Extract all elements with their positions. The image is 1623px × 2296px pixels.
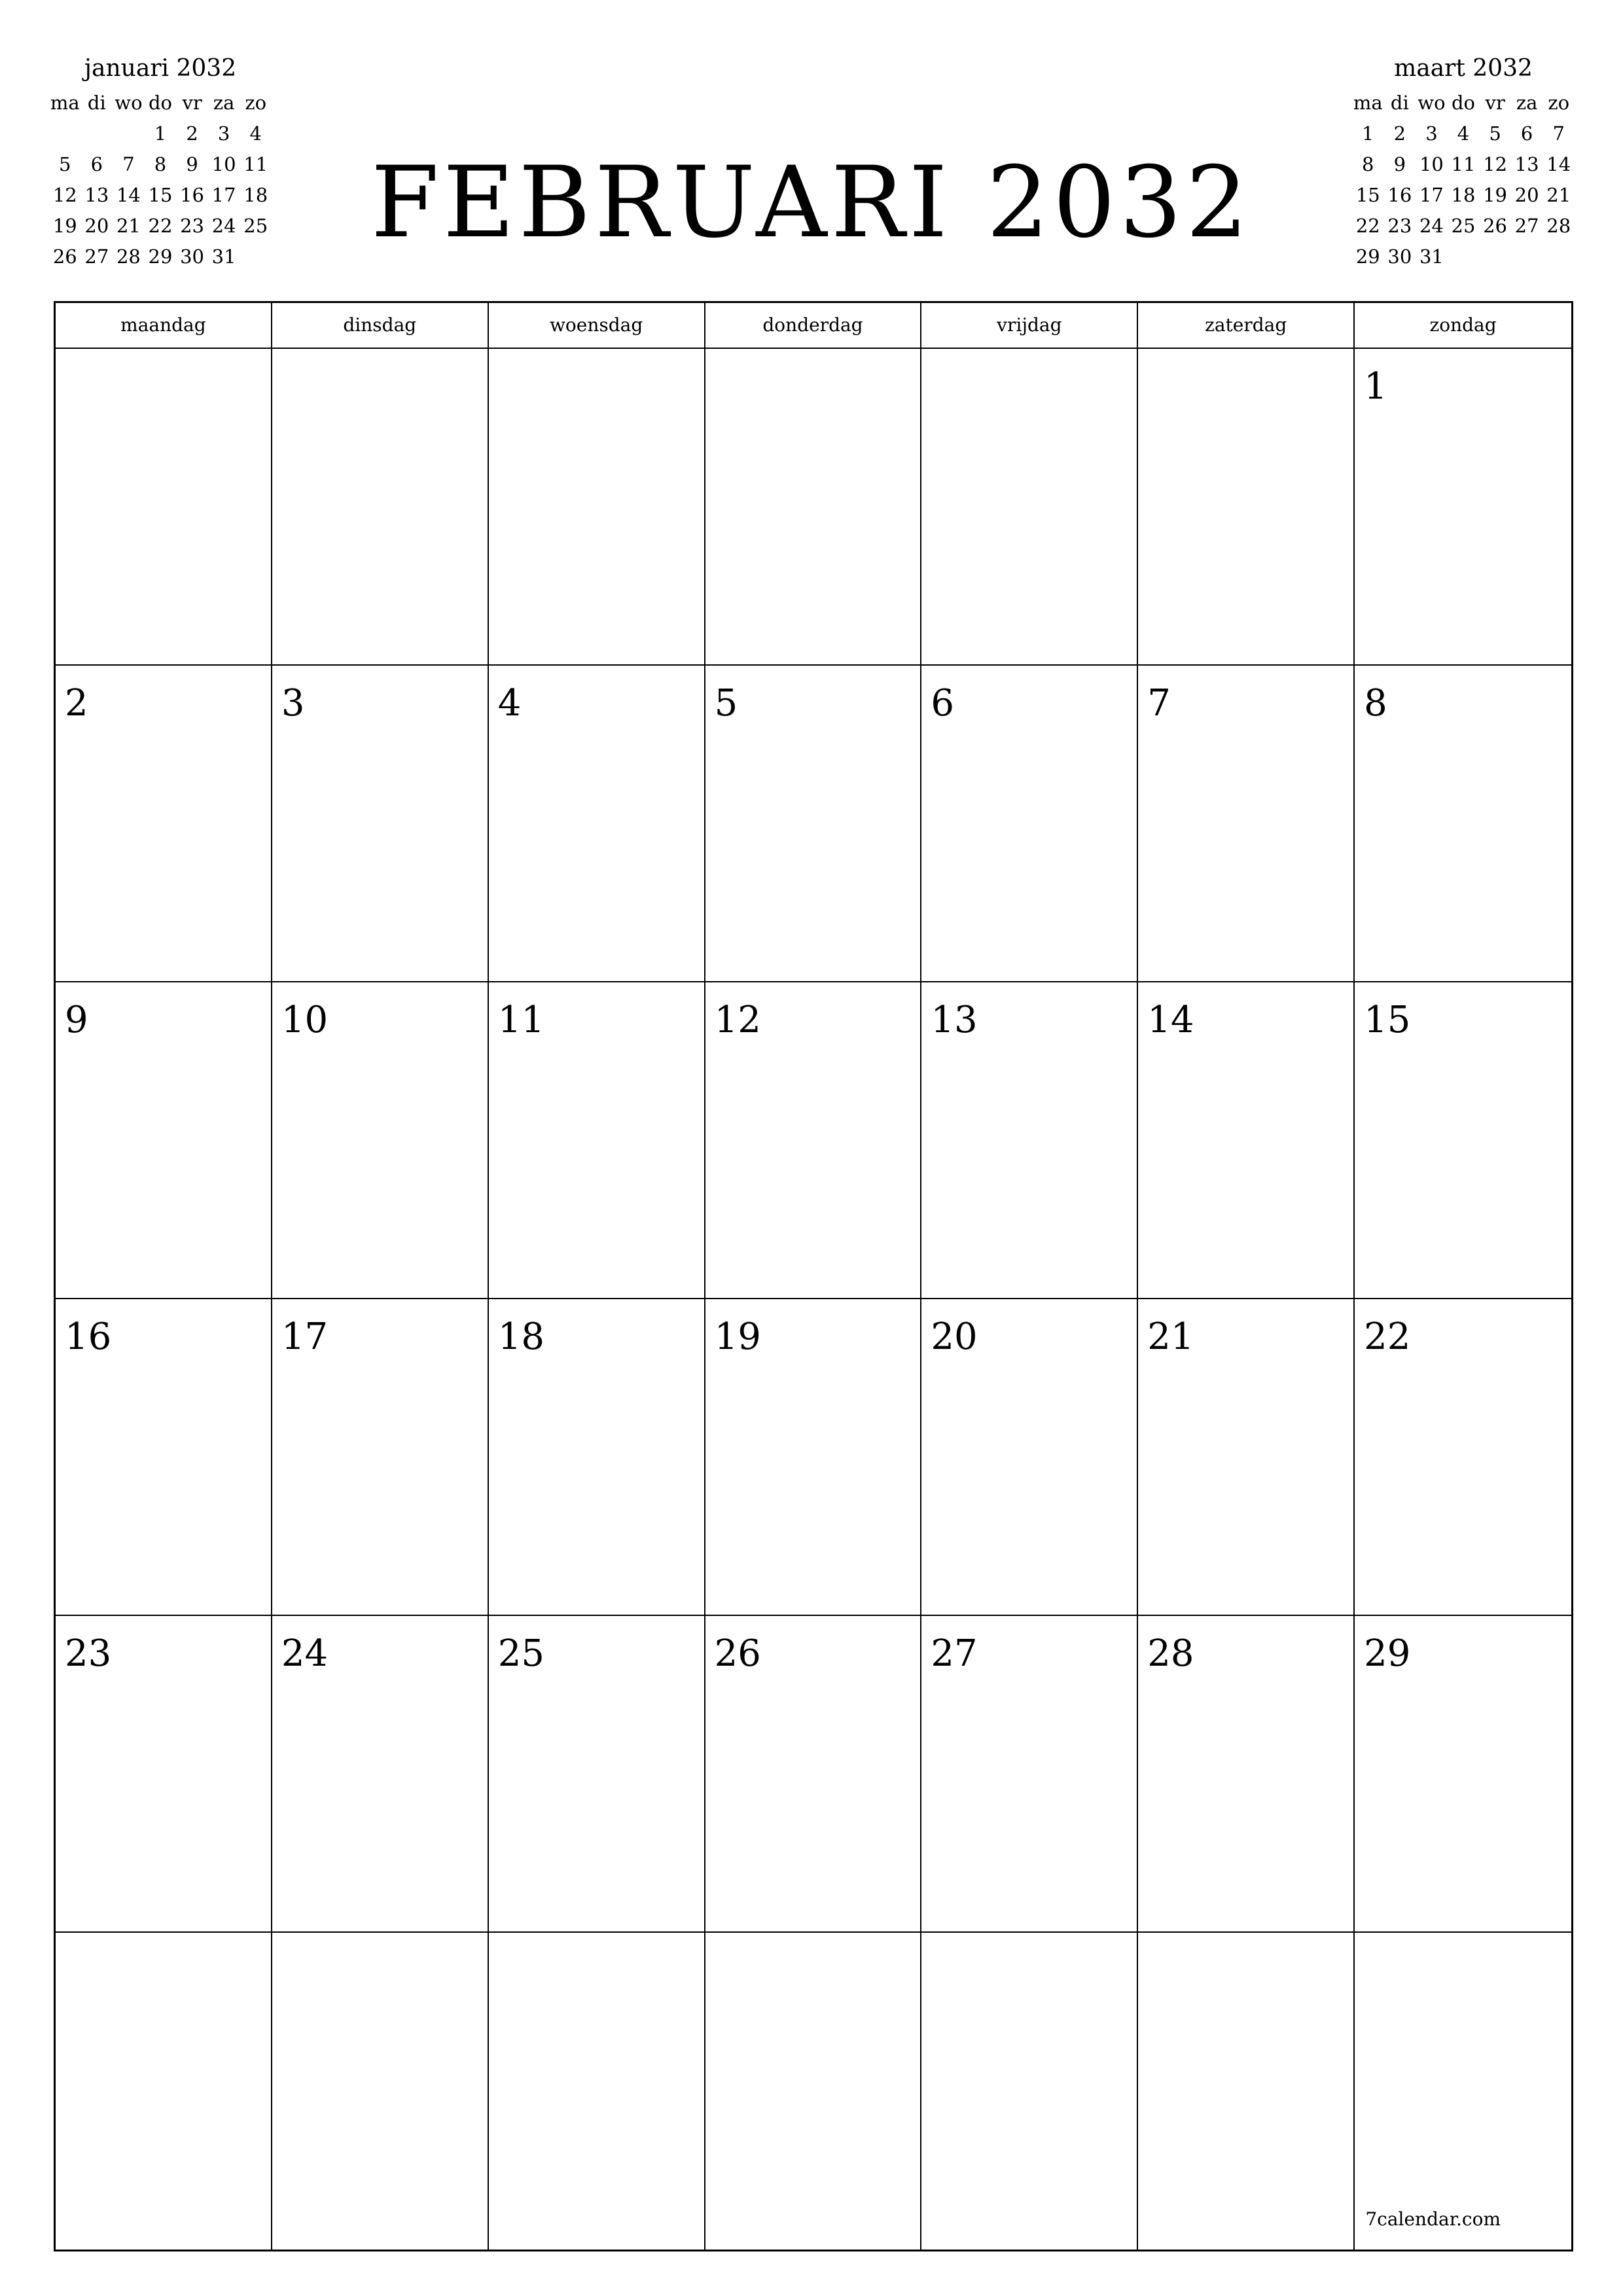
- day-number: 4: [497, 682, 522, 725]
- day-number: 8: [1364, 682, 1387, 725]
- mini-day: 19: [52, 215, 77, 237]
- mini-weekday-label: zo: [1548, 92, 1570, 114]
- mini-day: 28: [1546, 215, 1571, 237]
- mini-day: 30: [180, 245, 205, 268]
- day-number: 21: [1147, 1316, 1194, 1358]
- mini-day: 18: [1451, 184, 1476, 206]
- page-title: FEBRUARI 2032: [370, 146, 1253, 260]
- mini-day: 9: [186, 153, 198, 175]
- day-cell[interactable]: [921, 1299, 1138, 1616]
- mini-day: 4: [1457, 122, 1470, 145]
- day-number: 28: [1147, 1632, 1194, 1675]
- day-cell[interactable]: [921, 666, 1138, 982]
- next-month-mini-calendar: [1352, 52, 1575, 272]
- day-cell[interactable]: [1355, 1933, 1571, 2250]
- day-number: 14: [1147, 999, 1194, 1041]
- day-cell[interactable]: [272, 1299, 489, 1616]
- mini-day: 5: [1489, 122, 1501, 145]
- mini-weekday-label: di: [1390, 92, 1409, 114]
- day-cell[interactable]: [272, 666, 489, 982]
- day-cell[interactable]: [56, 982, 272, 1299]
- day-number: 1: [1364, 365, 1387, 408]
- mini-weekday-label: vr: [182, 92, 202, 114]
- mini-day: 16: [1387, 184, 1412, 206]
- weekday-header: dinsdag: [272, 303, 489, 349]
- mini-day: 22: [148, 215, 173, 237]
- mini-day: 29: [148, 245, 173, 268]
- mini-day: 21: [116, 215, 141, 237]
- day-cell[interactable]: [705, 1616, 922, 1933]
- day-cell[interactable]: [1138, 1299, 1355, 1616]
- mini-day: 23: [1387, 215, 1412, 237]
- mini-day: [1543, 242, 1575, 272]
- mini-day: 2: [1393, 122, 1406, 145]
- mini-day: 27: [84, 245, 109, 268]
- day-cell[interactable]: [1138, 666, 1355, 982]
- day-number: 5: [714, 682, 738, 725]
- day-number: 7: [1147, 682, 1171, 725]
- weekday-header: woensdag: [489, 303, 705, 349]
- mini-day: 14: [1546, 153, 1571, 175]
- mini-day: 19: [1483, 184, 1508, 206]
- mini-day: 11: [243, 153, 268, 175]
- day-cell[interactable]: [1355, 1616, 1571, 1933]
- day-cell[interactable]: [56, 1616, 272, 1933]
- day-cell[interactable]: [921, 349, 1138, 666]
- mini-day: 15: [1355, 184, 1380, 206]
- day-number: 27: [931, 1632, 978, 1675]
- mini-day: 25: [243, 215, 268, 237]
- day-number: 6: [931, 682, 955, 725]
- mini-day: 13: [84, 184, 109, 206]
- day-cell[interactable]: [1355, 349, 1571, 666]
- mini-day: [1479, 242, 1511, 272]
- day-number: 20: [931, 1316, 978, 1358]
- mini-weekday-label: vr: [1485, 92, 1505, 114]
- day-cell[interactable]: [1355, 1299, 1571, 1616]
- mini-day: 16: [180, 184, 205, 206]
- mini-weekday-label: do: [148, 92, 172, 114]
- mini-day: 15: [148, 184, 173, 206]
- day-cell[interactable]: [921, 1616, 1138, 1933]
- next-month-title: maart 2032: [1394, 55, 1533, 82]
- mini-day: 8: [1362, 153, 1374, 175]
- day-cell[interactable]: [272, 982, 489, 1299]
- mini-day: 22: [1355, 215, 1380, 237]
- day-cell[interactable]: [489, 982, 705, 1299]
- day-cell[interactable]: [705, 982, 922, 1299]
- day-cell[interactable]: [489, 1933, 705, 2250]
- mini-day: 27: [1514, 215, 1539, 237]
- mini-day: 11: [1451, 153, 1476, 175]
- mini-weekday-label: za: [1516, 92, 1538, 114]
- day-number: 3: [281, 682, 305, 725]
- mini-day: 6: [90, 153, 103, 175]
- mini-day: 17: [1419, 184, 1444, 206]
- day-number: 13: [931, 999, 978, 1041]
- mini-day: 25: [1451, 215, 1476, 237]
- day-cell[interactable]: [1355, 982, 1571, 1299]
- day-cell[interactable]: [489, 666, 705, 982]
- mini-day: 30: [1387, 245, 1412, 268]
- mini-weekday-label: di: [87, 92, 106, 114]
- day-number: 9: [65, 999, 88, 1041]
- mini-day: 17: [211, 184, 236, 206]
- day-cell[interactable]: [489, 1616, 705, 1933]
- day-cell[interactable]: [56, 1299, 272, 1616]
- day-number: 2: [65, 682, 88, 725]
- mini-day: 26: [1483, 215, 1508, 237]
- mini-day: 13: [1514, 153, 1539, 175]
- mini-day: 26: [52, 245, 77, 268]
- mini-day: 7: [122, 153, 135, 175]
- next-month-grid: [1352, 88, 1575, 272]
- day-number: 26: [714, 1632, 761, 1675]
- mini-weekday-label: ma: [50, 92, 80, 114]
- day-cell[interactable]: [272, 1616, 489, 1933]
- mini-day: 10: [1419, 153, 1444, 175]
- day-number: 24: [281, 1632, 329, 1675]
- day-number: 11: [497, 999, 544, 1041]
- mini-day: 10: [211, 153, 236, 175]
- mini-day: 7: [1552, 122, 1565, 145]
- mini-day: 12: [52, 184, 77, 206]
- mini-day: 9: [1393, 153, 1406, 175]
- mini-day: 29: [1355, 245, 1380, 268]
- day-cell[interactable]: [272, 349, 489, 666]
- day-number: 10: [281, 999, 329, 1041]
- day-number: 12: [714, 999, 761, 1041]
- watermark: 7calendar.com: [1365, 2208, 1501, 2230]
- day-number: 19: [714, 1316, 761, 1358]
- mini-day: 1: [154, 122, 167, 145]
- day-cell[interactable]: [705, 349, 922, 666]
- day-number: 17: [281, 1316, 329, 1358]
- day-cell[interactable]: [1138, 349, 1355, 666]
- mini-day: 24: [1419, 215, 1444, 237]
- mini-weekday-label: wo: [1418, 92, 1446, 114]
- day-number: 29: [1364, 1632, 1411, 1675]
- day-cell[interactable]: [705, 666, 922, 982]
- day-number: 23: [65, 1632, 112, 1675]
- day-number: 25: [497, 1632, 544, 1675]
- mini-day: 12: [1483, 153, 1508, 175]
- mini-day: 24: [211, 215, 236, 237]
- mini-day: 3: [217, 122, 230, 145]
- mini-day: 31: [211, 245, 236, 268]
- day-cell[interactable]: [1138, 1933, 1355, 2250]
- prev-month-title: januari 2032: [84, 55, 237, 82]
- day-cell[interactable]: [1138, 1616, 1355, 1933]
- day-number: 22: [1364, 1316, 1411, 1358]
- mini-day: 31: [1419, 245, 1444, 268]
- day-cell[interactable]: [56, 349, 272, 666]
- mini-day: 2: [186, 122, 198, 145]
- mini-day: 3: [1425, 122, 1438, 145]
- mini-weekday-label: wo: [115, 92, 143, 114]
- mini-day: 14: [116, 184, 141, 206]
- mini-day: 8: [154, 153, 167, 175]
- weekday-header: vrijdag: [921, 303, 1138, 349]
- mini-day: 1: [1362, 122, 1374, 145]
- mini-weekday-label: zo: [245, 92, 267, 114]
- mini-day: 5: [59, 153, 71, 175]
- day-number: 15: [1364, 999, 1411, 1041]
- mini-day: 20: [1514, 184, 1539, 206]
- day-number: 16: [65, 1316, 112, 1358]
- weekday-header: zondag: [1355, 303, 1571, 349]
- mini-day: 28: [116, 245, 141, 268]
- weekday-header: donderdag: [705, 303, 922, 349]
- mini-day: [1511, 242, 1543, 272]
- mini-day: 23: [180, 215, 205, 237]
- day-cell[interactable]: [921, 1933, 1138, 2250]
- day-cell[interactable]: [489, 1299, 705, 1616]
- weekday-header: zaterdag: [1138, 303, 1355, 349]
- month-grid: [54, 301, 1573, 2251]
- day-cell[interactable]: [1355, 666, 1571, 982]
- day-cell[interactable]: [489, 349, 705, 666]
- day-cell[interactable]: [1138, 982, 1355, 1299]
- mini-day: 4: [249, 122, 262, 145]
- mini-day: [1448, 242, 1480, 272]
- mini-weekday-label: za: [213, 92, 235, 114]
- day-cell[interactable]: [705, 1933, 922, 2250]
- mini-weekday-label: do: [1451, 92, 1475, 114]
- mini-weekday-label: ma: [1353, 92, 1383, 114]
- weekday-header: maandag: [56, 303, 272, 349]
- day-cell[interactable]: [705, 1299, 922, 1616]
- mini-day: 6: [1520, 122, 1533, 145]
- day-cell[interactable]: [56, 1933, 272, 2250]
- mini-day: 20: [84, 215, 109, 237]
- day-cell[interactable]: [272, 1933, 489, 2250]
- day-cell[interactable]: [56, 666, 272, 982]
- mini-day: 21: [1546, 184, 1571, 206]
- day-number: 18: [497, 1316, 544, 1358]
- day-cell[interactable]: [921, 982, 1138, 1299]
- mini-day: 18: [243, 184, 268, 206]
